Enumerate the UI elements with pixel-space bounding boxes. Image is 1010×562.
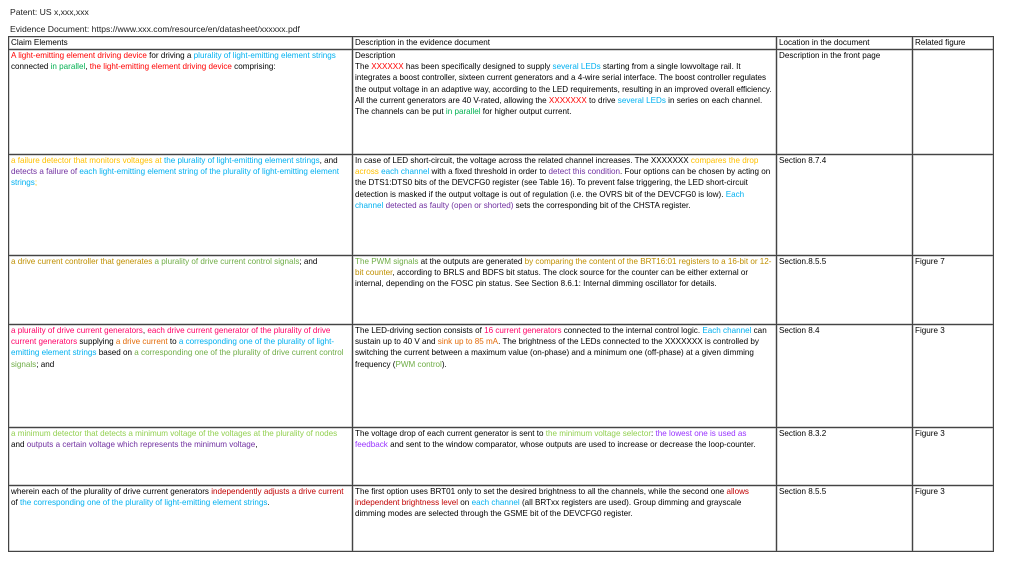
text-segment: each light-emitting element string of the plurality of light-emitting element strings (11, 167, 339, 188)
table-header (9, 37, 994, 50)
header-related-figure: Related figure (913, 37, 994, 50)
description-cell (353, 155, 777, 256)
text-segment: Each channel (355, 189, 745, 210)
text-segment: sets the corresponding bit of the CHSTA register. (513, 200, 691, 210)
location-cell: Section 8.4 (777, 325, 913, 428)
text-segment: allows independent brightness level (355, 487, 749, 508)
text-segment: supplying (77, 337, 116, 347)
text-segment: XXXXXX (371, 62, 404, 72)
text-segment: of (11, 498, 20, 508)
table-row (9, 155, 994, 256)
text-segment: to (167, 337, 179, 347)
text-segment: , and (319, 156, 338, 165)
text-segment: for driving a (146, 51, 194, 60)
claim-element-cell (9, 50, 353, 155)
text-segment: The LED-driving section consists of (355, 326, 485, 335)
table-row (9, 325, 994, 428)
text-segment: compares the drop across (355, 156, 759, 177)
description-cell (353, 428, 777, 486)
text-segment: and sent to the window comparator, whose outputs are used to increase or decrease the loop-counter. (387, 440, 756, 450)
related-figure-cell (913, 50, 994, 155)
location-cell: Section 8.5.5 (777, 486, 913, 552)
text-segment: based on (96, 348, 135, 358)
text-segment: sink up to 85 mA (437, 337, 499, 347)
text-segment: detect this condition (548, 167, 621, 177)
text-segment: XXXXXXX (548, 95, 587, 105)
table-row (9, 256, 994, 325)
text-segment: ). (441, 359, 447, 369)
table-row (9, 50, 994, 155)
text-segment: , (255, 440, 258, 450)
text-segment: A light-emitting element driving device (11, 51, 147, 60)
text-segment: a failure detector that monitors voltages at (11, 156, 164, 165)
text-segment: each channel (471, 498, 520, 508)
description-cell (353, 256, 777, 325)
claim-element-cell (9, 155, 353, 256)
text-segment: 16 current generators (484, 326, 562, 335)
text-segment: detects a failure of (11, 167, 80, 177)
text-segment: . (267, 498, 270, 508)
related-figure-cell: Figure 3 (913, 486, 994, 552)
header-claim-elements: Claim Elements (9, 37, 353, 50)
text-segment: at the outputs are generated (418, 257, 525, 266)
evidence-document: Evidence Document: https://www.xxx.com/resource/en/datasheet/xxxxxx.pdf (10, 24, 300, 34)
text-segment: In case of LED short-circuit, the voltage across the related channel increases. The XXXXXXX (355, 156, 691, 165)
text-segment: , according to BRLS and BDFS bit status. The clock source for the counter can be either external or internal, depending on the FOSC pin status. See Section 8.6.1: Internal dimming oscillator for details. (355, 268, 749, 289)
text-segment: several LEDs (617, 95, 666, 105)
table-row (9, 486, 994, 552)
text-segment: a drive current controller that generates (11, 257, 155, 266)
text-segment: Description The (355, 51, 396, 72)
text-segment: the light-emitting element driving device (89, 62, 232, 72)
text-segment: to drive (586, 95, 618, 105)
text-segment: each drive current generator of the plurality of drive current generators (11, 326, 331, 347)
text-segment: outputs a certain voltage which represents the minimum voltage (26, 440, 256, 450)
text-segment: in series on each channel. The channels can be put (355, 95, 763, 117)
related-figure-cell: Figure 3 (913, 428, 994, 486)
text-segment: plurality of light-emitting element strings (193, 51, 336, 60)
text-segment: several LEDs (552, 62, 601, 72)
text-segment: the lowest one is used as feedback (355, 429, 747, 450)
text-segment: the corresponding one of the plurality of light-emitting element strings (20, 498, 268, 508)
text-segment: the minimum voltage selector (545, 429, 652, 438)
claim-element-cell (9, 256, 353, 325)
related-figure-cell (913, 155, 994, 256)
description-cell (353, 486, 777, 552)
table-row (9, 428, 994, 486)
description-cell (353, 50, 777, 155)
text-segment: for higher output current. (480, 107, 572, 117)
text-segment: : (651, 429, 656, 438)
text-segment: a corresponding one of the plurality of drive current control signals (11, 348, 344, 369)
text-segment: a drive current (115, 337, 168, 347)
header-location: Location in the document (777, 37, 913, 50)
text-segment: , (142, 326, 148, 335)
text-segment: in parallel (445, 107, 481, 117)
text-segment: the plurality of light-emitting element strings (163, 156, 320, 165)
text-segment: connected to the internal control logic. (561, 326, 703, 335)
text-segment: in parallel (50, 62, 86, 72)
text-segment: ; (34, 178, 38, 188)
text-segment: , (85, 62, 90, 72)
patent-number: Patent: US x,xxx,xxx (10, 7, 89, 17)
claim-chart-table (8, 36, 994, 552)
text-segment: The PWM signals (355, 257, 419, 266)
text-segment: starting from a single lowvoltage rail. It integrates a boost controller, sixteen current generators and a 4-wire serial interface. The boost controller regulates the output voltage in an adaptive way, according to the LED requirements, resulting in an improved overall efficiency. All the current generators are 40 V-rated, allowing the (355, 62, 772, 105)
text-segment: on (458, 498, 472, 508)
text-segment: The voltage drop of each current generator is sent to (355, 429, 546, 438)
text-segment: PWM control (395, 359, 442, 369)
text-segment: has been specifically designed to supply (403, 62, 553, 72)
text-segment: can sustain up to 40 V and (355, 326, 767, 347)
related-figure-cell: Figure 3 (913, 325, 994, 428)
claim-element-cell (9, 428, 353, 486)
text-segment: by comparing the content of the BRT16:01 registers to a 16-bit or 12-bit counter (355, 257, 772, 278)
text-segment: ; and (36, 359, 55, 369)
claim-element-cell (9, 486, 353, 552)
text-segment: with a fixed threshold in order to (429, 167, 549, 177)
text-segment: connected (11, 62, 51, 72)
text-segment: . Four options can be chosen by acting on the DTS1:DTS0 bits of the DEVCFG0 register (see Table 16). To prevent false triggering, the LED short-circuit detection is masked if the output voltage is out of regulation (i.e. the OVRS bit of the DEVCFG0 is low). (355, 167, 771, 199)
text-segment: a corresponding one of the plurality of light-emitting element strings (11, 337, 335, 358)
text-segment: ; and (299, 257, 318, 266)
text-segment: a plurality of drive current generators (11, 326, 143, 335)
text-segment: each channel (381, 167, 430, 177)
text-segment: and (11, 440, 27, 450)
text-segment: (all BRTxx registers are used). Group dimming and grayscale dimming modes are selected through the GSME bit of the DEVCFG0 register. (355, 498, 742, 519)
claim-element-cell (9, 325, 353, 428)
description-cell (353, 325, 777, 428)
text-segment: detected as faulty (open or shorted) (385, 200, 514, 210)
text-segment: wherein each of the plurality of drive current generators (11, 487, 212, 496)
text-segment: a minimum detector that detects a minimum voltage of the voltages at the plurality of nodes (11, 429, 338, 438)
text-segment: The first option uses BRT01 only to set the desired brightness to all the channels, while the second one (355, 487, 727, 496)
location-cell: Section 8.3.2 (777, 428, 913, 486)
text-segment: comprising: (231, 62, 276, 72)
location-cell: Section.8.5.5 (777, 256, 913, 325)
text-segment: independently adjusts a drive current (211, 487, 344, 496)
text-segment: a plurality of drive current control signals (154, 257, 300, 266)
text-segment: Each channel (702, 326, 752, 335)
location-cell: Section 8.7.4 (777, 155, 913, 256)
header-description: Description in the evidence document (353, 37, 777, 50)
location-cell: Description in the front page (777, 50, 913, 155)
related-figure-cell: Figure 7 (913, 256, 994, 325)
text-segment: . The brightness of the LEDs connected to the XXXXXXX is controlled by switching the current between a maximum value (on-phase) and a minimum one (off-phase) at a given dimming frequency ( (355, 337, 759, 369)
